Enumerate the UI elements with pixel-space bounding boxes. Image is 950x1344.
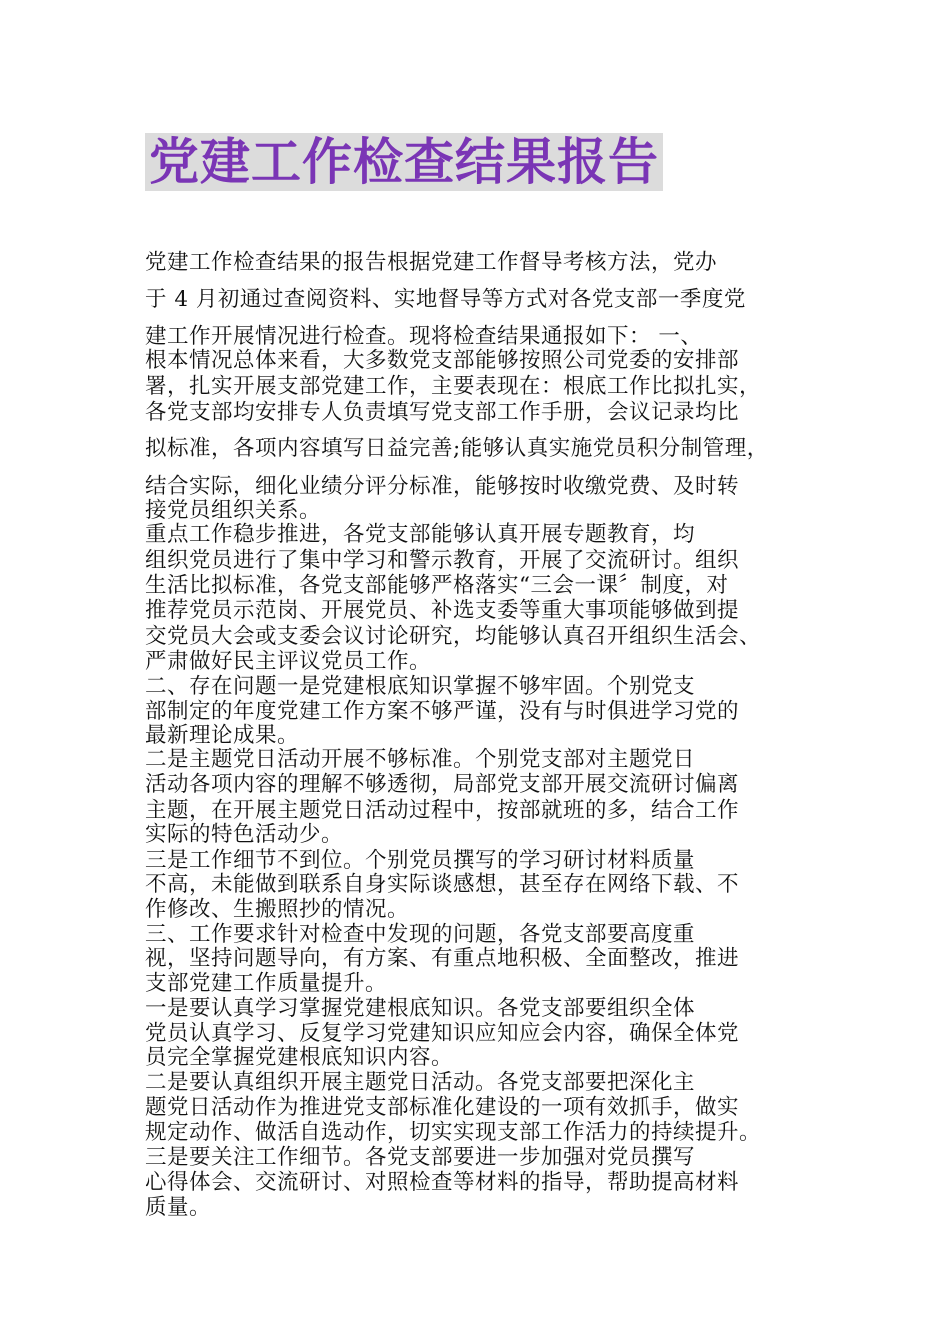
body-line: 各党支部均安排专人负责填写党支部工作手册，会议记录均比 [145, 400, 740, 425]
body-line: 生活比拟标准，各党支部能够严格落实“三会一课〞制度，对 [145, 573, 729, 598]
body-line: 交党员大会或支委会议讨论研究，均能够认真召开组织生活会、 [145, 624, 762, 649]
body-line: 员完全掌握党建根底知识内容。 [145, 1045, 454, 1070]
body-line: 不高，未能做到联系自身实际谈感想，甚至存在网络下载、不 [145, 872, 740, 897]
body-line: 重点工作稳步推进，各党支部能够认真开展专题教育，均 [145, 522, 696, 547]
body-line: 三是工作细节不到位。个别党员撰写的学习研讨材料质量 [145, 848, 696, 873]
body-line: 党建工作检查结果的报告根据党建工作督导考核方法，党办 [145, 250, 718, 275]
body-line: 二是要认真组织开展主题党日活动。各党支部要把深化主 [145, 1070, 696, 1095]
body-line: 接党员组织关系。 [145, 498, 322, 523]
body-line: 最新理论成果。 [145, 723, 300, 748]
body-line: 主题，在开展主题党日活动过程中，按部就班的多，结合工作 [145, 798, 740, 823]
body-line: 推荐党员示范岗、开展党员、补选支委等重大事项能够做到提 [145, 598, 740, 623]
body-line: 党员认真学习、反复学习党建知识应知应会内容，确保全体党 [145, 1021, 740, 1046]
body-line: 质量。 [145, 1195, 212, 1220]
body-line: 作修改、生搬照抄的情况。 [145, 897, 410, 922]
body-line: 支部党建工作质量提升。 [145, 971, 388, 996]
body-line: 结合实际，细化业绩分评分标准，能够按时收缴党费、及时转 [145, 474, 740, 499]
body-line: 于 4 月初通过查阅资料、实地督导等方式对各党支部一季度党 [145, 287, 746, 312]
body-line: 二是主题党日活动开展不够标准。个别党支部对主题党日 [145, 747, 696, 772]
body-line: 拟标准，各项内容填写日益完善;能够认真实施党员积分制管理， [145, 436, 769, 461]
document-title: 党建工作检查结果报告 [145, 133, 663, 191]
body-line: 组织党员进行了集中学习和警示教育，开展了交流研讨。组织 [145, 548, 740, 573]
body-line: 心得体会、交流研讨、对照检查等材料的指导，帮助提高材料 [145, 1170, 740, 1195]
body-line: 署，扎实开展支部党建工作，主要表现在：根底工作比拟扎实， [145, 374, 762, 399]
body-line: 实际的特色活动少。 [145, 822, 344, 847]
body-line: 建工作开展情况进行检查。现将检查结果通报如下： 一、 [145, 324, 703, 349]
body-line: 规定动作、做活自选动作，切实实现支部工作活力的持续提升。 [145, 1120, 762, 1145]
body-line: 题党日活动作为推进党支部标准化建设的一项有效抓手，做实 [145, 1095, 740, 1120]
body-line: 部制定的年度党建工作方案不够严谨，没有与时俱进学习党的 [145, 699, 740, 724]
body-line: 视，坚持问题导向，有方案、有重点地积极、全面整改，推进 [145, 946, 740, 971]
body-line: 三、工作要求针对检查中发现的问题，各党支部要高度重 [145, 922, 696, 947]
body-line: 二、存在问题一是党建根底知识掌握不够牢固。个别党支 [145, 674, 696, 699]
body-line: 严肃做好民主评议党员工作。 [145, 649, 432, 674]
body-line: 根本情况总体来看，大多数党支部能够按照公司党委的安排部 [145, 348, 740, 373]
body-line: 一是要认真学习掌握党建根底知识。各党支部要组织全体 [145, 996, 696, 1021]
body-line: 三是要关注工作细节。各党支部要进一步加强对党员撰写 [145, 1145, 696, 1170]
body-line: 活动各项内容的理解不够透彻，局部党支部开展交流研讨偏离 [145, 772, 740, 797]
